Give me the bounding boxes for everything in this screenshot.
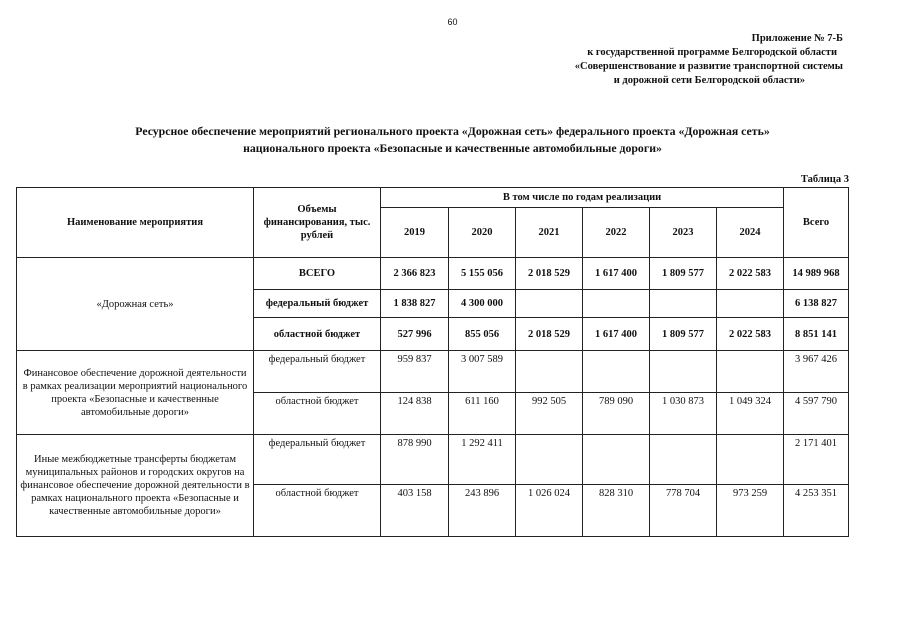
- cell-total: 14 989 968: [784, 258, 849, 290]
- row-source: федеральный бюджет: [254, 290, 381, 318]
- cell-value: [650, 351, 717, 393]
- title-line: Ресурсное обеспечение мероприятий регионального проекта «Дорожная сеть» федерального проекта «Дорожная сеть»: [135, 124, 770, 138]
- row-source: областной бюджет: [254, 485, 381, 537]
- cell-value: 992 505: [516, 393, 583, 435]
- row-source: ВСЕГО: [254, 258, 381, 290]
- table-row: [17, 258, 849, 290]
- cell-value: [516, 290, 583, 318]
- header-name: Наименование мероприятия: [17, 188, 254, 258]
- cell-value: 1 809 577: [650, 318, 717, 351]
- cell-value: 778 704: [650, 485, 717, 537]
- table-label: Таблица 3: [800, 174, 849, 185]
- appendix-line: Приложение № 7-Б: [751, 33, 843, 44]
- cell-value: [583, 435, 650, 485]
- cell-total: 3 967 426: [784, 351, 849, 393]
- cell-value: [650, 435, 717, 485]
- header-volume: Объемы финансирования, тыс. рублей: [254, 188, 381, 258]
- cell-value: 789 090: [583, 393, 650, 435]
- row-source: областной бюджет: [254, 318, 381, 351]
- document-title: [0, 123, 905, 157]
- header-years-group: В том числе по годам реализации: [381, 188, 784, 208]
- cell-value: 2 366 823: [381, 258, 449, 290]
- row-source: федеральный бюджет: [254, 435, 381, 485]
- cell-value: [717, 290, 784, 318]
- cell-value: 1 617 400: [583, 258, 650, 290]
- row-name: Иные межбюджетные трансферты бюджетам муниципальных районов и городских округов на финансовое обеспечение дорожной деятельности в рамках национального проекта «Безопасные и качественные автомобильные дороги»: [17, 435, 254, 537]
- cell-value: 2 022 583: [717, 258, 784, 290]
- cell-value: 4 300 000: [449, 290, 516, 318]
- resource-table: [16, 187, 849, 537]
- appendix-line: к государственной программе Белгородской области: [587, 47, 837, 58]
- cell-value: 959 837: [381, 351, 449, 393]
- appendix-header: [575, 32, 843, 88]
- cell-value: 3 007 589: [449, 351, 516, 393]
- cell-value: [583, 290, 650, 318]
- header-year: 2020: [449, 208, 516, 258]
- table-row: [17, 435, 849, 485]
- cell-value: 527 996: [381, 318, 449, 351]
- cell-value: 5 155 056: [449, 258, 516, 290]
- cell-value: 1 617 400: [583, 318, 650, 351]
- cell-value: 403 158: [381, 485, 449, 537]
- header-year: 2023: [650, 208, 717, 258]
- header-year: 2019: [381, 208, 449, 258]
- cell-value: 2 022 583: [717, 318, 784, 351]
- cell-value: 2 018 529: [516, 318, 583, 351]
- cell-value: 124 838: [381, 393, 449, 435]
- cell-value: 243 896: [449, 485, 516, 537]
- header-year: 2024: [717, 208, 784, 258]
- appendix-line: «Совершенствование и развитие транспортной системы: [574, 61, 843, 72]
- cell-value: 1 026 024: [516, 485, 583, 537]
- cell-value: 855 056: [449, 318, 516, 351]
- cell-value: 1 049 324: [717, 393, 784, 435]
- cell-value: 2 018 529: [516, 258, 583, 290]
- cell-value: 1 030 873: [650, 393, 717, 435]
- cell-total: 8 851 141: [784, 318, 849, 351]
- row-source: областной бюджет: [254, 393, 381, 435]
- cell-value: [717, 351, 784, 393]
- cell-value: 611 160: [449, 393, 516, 435]
- cell-value: 878 990: [381, 435, 449, 485]
- cell-value: 1 809 577: [650, 258, 717, 290]
- cell-total: 4 253 351: [784, 485, 849, 537]
- appendix-line: и дорожной сети Белгородской области»: [613, 75, 805, 86]
- header-year: 2022: [583, 208, 650, 258]
- header-total: Всего: [784, 188, 849, 258]
- cell-total: 6 138 827: [784, 290, 849, 318]
- cell-total: 2 171 401: [784, 435, 849, 485]
- cell-value: [717, 435, 784, 485]
- cell-value: [650, 290, 717, 318]
- row-source: федеральный бюджет: [254, 351, 381, 393]
- cell-total: 4 597 790: [784, 393, 849, 435]
- header-row: [17, 188, 849, 208]
- title-line: национального проекта «Безопасные и качественные автомобильные дороги»: [243, 141, 662, 155]
- cell-value: 828 310: [583, 485, 650, 537]
- cell-value: [516, 351, 583, 393]
- header-year: 2021: [516, 208, 583, 258]
- cell-value: [516, 435, 583, 485]
- row-name: Финансовое обеспечение дорожной деятельности в рамках реализации мероприятий национального проекта «Безопасные и качественные автомобильные дороги»: [17, 351, 254, 435]
- page-number: 60: [447, 17, 458, 27]
- cell-value: [583, 351, 650, 393]
- cell-value: 1 292 411: [449, 435, 516, 485]
- row-name: «Дорожная сеть»: [17, 258, 254, 351]
- cell-value: 973 259: [717, 485, 784, 537]
- table-row: [17, 351, 849, 393]
- cell-value: 1 838 827: [381, 290, 449, 318]
